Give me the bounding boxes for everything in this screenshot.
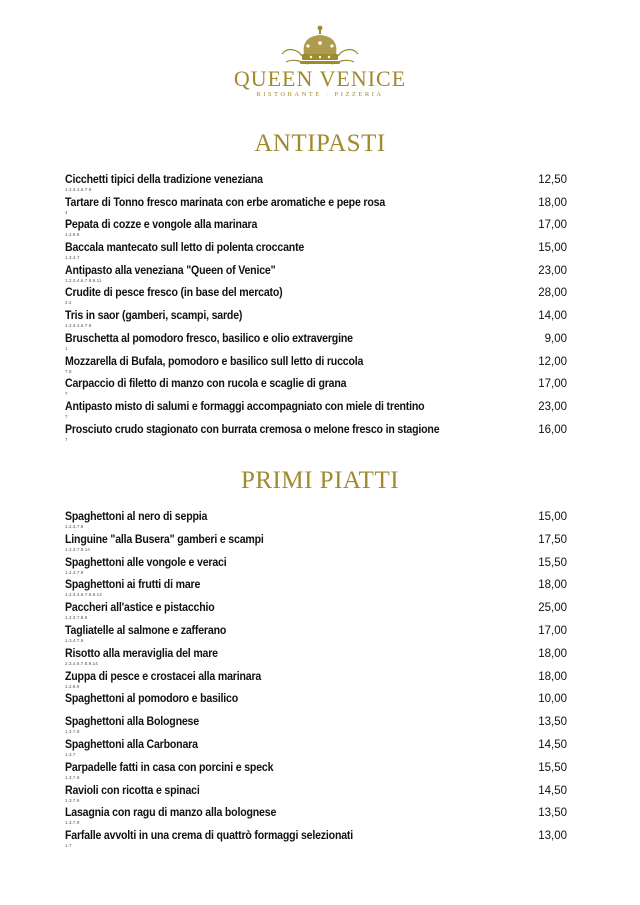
menu-item <box>65 173 567 196</box>
menu-item <box>65 533 567 556</box>
menu-item-name: Mozzarella di Bufala, pomodoro e basilico sull letto di ruccola <box>65 355 364 368</box>
menu-item-name: Risotto alla meraviglia del mare <box>65 647 218 660</box>
menu-item-name: Spaghettoni alle vongole e veraci <box>65 556 227 569</box>
menu-item <box>65 309 567 332</box>
menu-item <box>65 355 567 378</box>
menu-item-allergens: 1.2.3.7.9 <box>65 569 84 575</box>
crown-icon <box>278 24 362 70</box>
menu-item <box>65 423 567 446</box>
menu-item-name: Farfalle avvolti in una crema di quattrò formaggi selezionati <box>65 830 354 843</box>
menu-item-price: 18,00 <box>538 670 567 683</box>
menu-item-allergens: 1.2.3.7.9 <box>65 524 84 529</box>
menu-item-price: 12,50 <box>538 174 567 186</box>
menu-item <box>65 510 567 533</box>
menu-item-allergens: 1.3.7.9 <box>65 729 80 735</box>
menu-item-price: 10,00 <box>538 693 567 706</box>
menu-item-name: Tagliatelle al salmone e zafferano <box>65 624 227 637</box>
menu-item-price: 14,50 <box>538 784 567 797</box>
menu-item-name: Paccheri all'astice e pistacchio <box>65 602 215 615</box>
menu-item-allergens: 1.2.3.4.6.7.8.9.14 <box>65 592 102 598</box>
menu-item-name: Ravioli con ricotta e spinaci <box>65 784 200 797</box>
menu-item <box>65 829 567 852</box>
menu-item <box>65 670 567 693</box>
menu-item-allergens: 1.3.7.9 <box>65 774 80 780</box>
menu-item <box>65 218 567 241</box>
menu-item-allergens: 1.2.8.9 <box>65 232 80 238</box>
menu-item-allergens: 2.3.4.6.7.8.9.14 <box>65 660 98 666</box>
menu-item-price: 9,00 <box>544 332 567 345</box>
menu-item-name: Spaghettoni alla Carbonara <box>65 738 198 751</box>
menu-item-price: 14,50 <box>538 738 567 751</box>
menu-item-price: 18,00 <box>538 196 567 209</box>
menu-item-name: Spaghettoni al pomodoro e basilico <box>65 693 239 706</box>
menu-item-allergens: 1.2.8.9 <box>65 683 80 689</box>
menu-item-allergens: 7 <box>65 391 68 397</box>
antipasti-list <box>65 173 567 445</box>
menu-item <box>65 738 567 761</box>
menu-item <box>65 196 567 219</box>
menu-item <box>65 601 567 624</box>
menu-item-allergens: 1 <box>65 345 68 351</box>
menu-item-allergens: 1.2.3.4.6.7.8 <box>65 323 92 329</box>
brand-name: QUEEN VENICE <box>233 66 407 91</box>
menu-item-name: Antipasto misto di salumi e formaggi accompagniato con miele di trentino <box>65 400 425 413</box>
menu-item-allergens: 1.7 <box>65 843 72 849</box>
menu-item-price: 18,00 <box>538 647 567 660</box>
menu-item-name: Carpaccio di filetto di manzo con rucola e scaglie di grana <box>65 378 347 391</box>
menu-item-allergens <box>65 706 567 711</box>
menu-item-name: Baccala mantecato sull letto di polenta croccante <box>65 242 305 255</box>
menu-item-name: Tartare di Tonno fresco marinata con erbe aromatiche e pepe rosa <box>65 196 386 209</box>
menu-item-price: 15,50 <box>538 556 567 569</box>
menu-item-name: Spaghettoni al nero di seppia <box>65 511 208 523</box>
menu-item <box>65 784 567 807</box>
menu-item-allergens: 1.2.3.7.9.14 <box>65 546 90 552</box>
menu-item <box>65 647 567 670</box>
menu-item-name: Spaghettoni alla Bolognese <box>65 716 199 729</box>
menu-item-price: 16,00 <box>538 423 567 436</box>
menu-item-allergens: 1.3.7 <box>65 751 76 757</box>
menu-item-allergens: 1.2.3.4.6.7.8 <box>65 187 92 192</box>
menu-item-price: 28,00 <box>538 287 567 300</box>
menu-item-price: 13,00 <box>538 830 567 843</box>
menu-item-allergens: 1.3.7.9 <box>65 797 80 803</box>
menu-item-allergens: 2.4 <box>65 300 72 306</box>
menu-item-allergens: 7 <box>65 413 68 419</box>
menu-item-allergens: 7 <box>65 436 68 442</box>
menu-item-price: 23,00 <box>538 264 567 277</box>
menu-item <box>65 286 567 309</box>
menu-item-name: Parpadelle fatti in casa con porcini e speck <box>65 761 274 774</box>
menu-item-price: 15,00 <box>538 511 567 523</box>
menu-item-name: Linguine "alla Busera" gamberi e scampi <box>65 533 264 546</box>
menu-item-name: Spaghettoni ai frutti di mare <box>65 579 201 592</box>
menu-item-allergens: 7.8 <box>65 368 72 374</box>
menu-item-name: Pepata di cozze e vongole alla marinara <box>65 219 258 232</box>
menu-item-price: 13,50 <box>538 807 567 820</box>
menu-item-name: Bruschetta al pomodoro fresco, basilico e olio extravergine <box>65 332 353 345</box>
menu-item-allergens: 1.3.7.9 <box>65 820 80 826</box>
menu-item <box>65 761 567 784</box>
menu-item <box>65 332 567 355</box>
menu-item <box>65 806 567 829</box>
primi-list <box>65 510 567 852</box>
menu-item-name: Lasagnia con ragu di manzo alla bolognese <box>65 807 277 820</box>
menu-item-price: 14,00 <box>538 310 567 323</box>
menu-item-price: 17,00 <box>538 219 567 232</box>
menu-item-price: 13,50 <box>538 716 567 729</box>
menu-item-price: 15,50 <box>538 761 567 774</box>
menu-item-allergens: 1.3.4.7 <box>65 255 80 261</box>
menu-item <box>65 556 567 579</box>
menu-item-name: Crudite di pesce fresco (in base del mercato) <box>65 287 283 300</box>
menu-item-price: 15,00 <box>538 242 567 255</box>
menu-item-name: Prosciuto crudo stagionato con burrata cremosa o melone fresco in stagione <box>65 423 440 436</box>
menu-item-price: 23,00 <box>538 400 567 413</box>
menu-item <box>65 400 567 423</box>
menu-item-allergens: 4 <box>65 209 68 215</box>
menu-item-price: 17,50 <box>538 533 567 546</box>
menu-item <box>65 692 567 715</box>
brand-subtitle: RISTORANTE · PIZZERIA <box>256 91 384 98</box>
menu-item-allergens: 1.2.3.4.6.7.8.9.11 <box>65 277 102 283</box>
menu-item <box>65 715 567 738</box>
menu-item-price: 17,00 <box>538 624 567 637</box>
menu-item-price: 18,00 <box>538 579 567 592</box>
menu-item-allergens: 1.3.4.7.9 <box>65 637 84 643</box>
section-title-primi: PRIMI PIATTI <box>240 467 400 494</box>
menu-item-name: Zuppa di pesce e crostacei alla marinara <box>65 670 262 683</box>
menu-item-price: 25,00 <box>538 602 567 615</box>
menu-item <box>65 241 567 264</box>
menu-item-price: 17,00 <box>538 378 567 391</box>
menu-item <box>65 578 567 601</box>
menu-item-price: 12,00 <box>538 355 567 368</box>
menu-item-name: Cicchetti tipici della tradizione veneziana <box>65 174 263 186</box>
menu-item <box>65 264 567 287</box>
menu-item <box>65 624 567 647</box>
section-title-antipasti: ANTIPASTI <box>254 130 386 157</box>
restaurant-logo <box>0 24 640 99</box>
menu-item <box>65 377 567 400</box>
menu-item-name: Tris in saor (gamberi, scampi, sarde) <box>65 310 243 323</box>
menu-item-name: Antipasto alla veneziana "Queen of Venice" <box>65 264 276 277</box>
menu-item-allergens: 1.2.3.7.8.9 <box>65 615 88 621</box>
